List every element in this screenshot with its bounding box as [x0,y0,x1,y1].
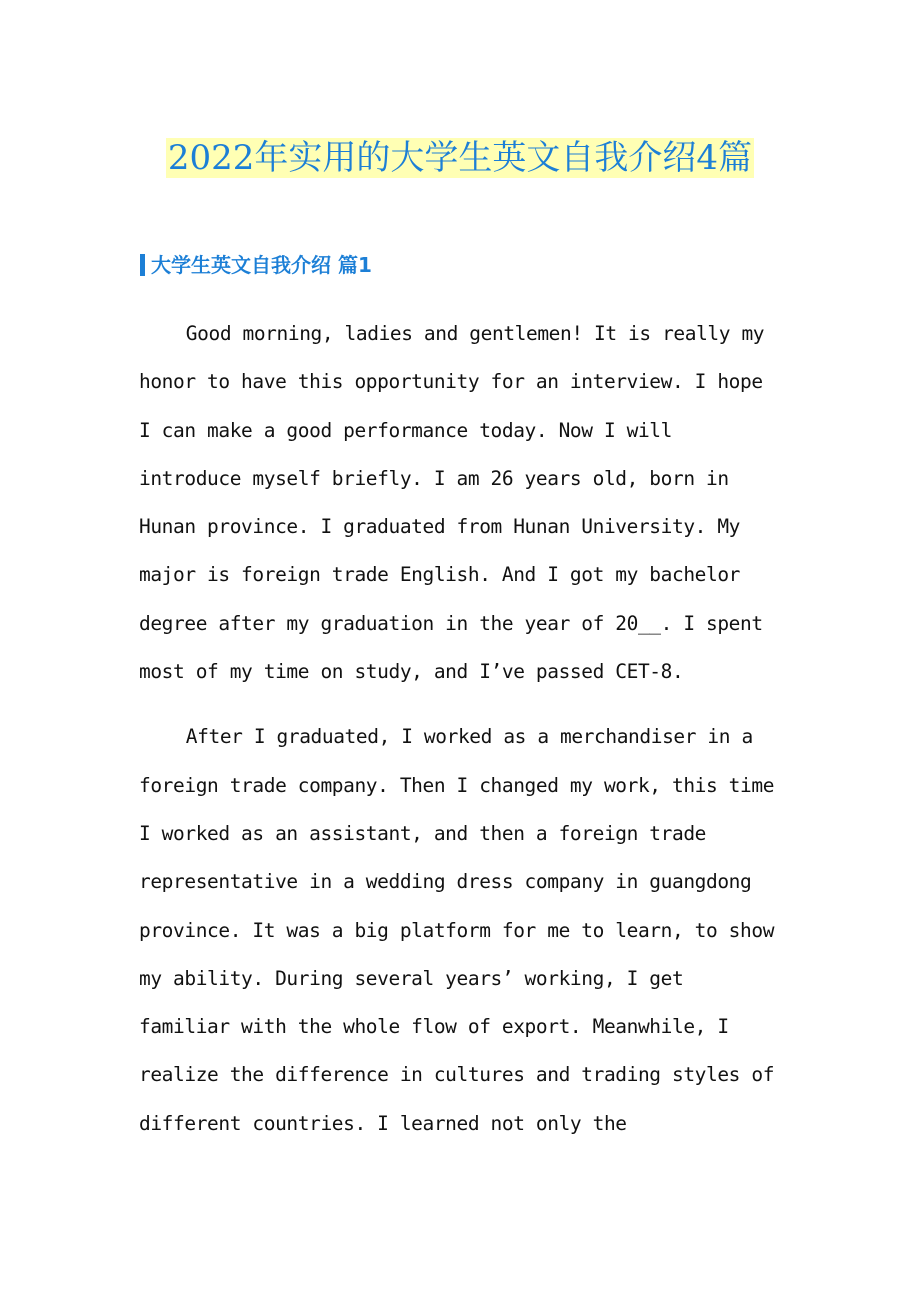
document-title-text: 2022年实用的大学生英文自我介绍4篇 [167,138,753,178]
paragraph-1: Good morning, ladies and gentlemen! It is really my honor to have this opportunity for an interview. I hope I can make a good performance today. Now I will introduce myself briefly. I am 26 years old, born in Hunan province. I graduated from Hunan University. My major is foreign trade English. And I got my bachelor degree after my graduation in the year of 20__. I spent most of my time on study, and I’ve passed CET-8. [139,322,765,684]
body-text [139,310,784,1165]
heading-bar-marker [140,254,145,276]
section-heading-text: 大学生英文自我介绍 篇1 [151,253,372,277]
section-heading [140,250,372,280]
paragraph-2: After I graduated, I worked as a merchandiser in a foreign trade company. Then I changed my work, this time I worked as an assistant, and then a foreign trade representative in a wedding dress company in guangdong province. It was a big platform for me to learn, to show my ability. During several years’ working, I get familiar with the whole flow of export. Meanwhile, I realize the difference in cultures and trading styles of different countries. I learned not only the [139,725,775,1135]
document-title [0,134,920,182]
